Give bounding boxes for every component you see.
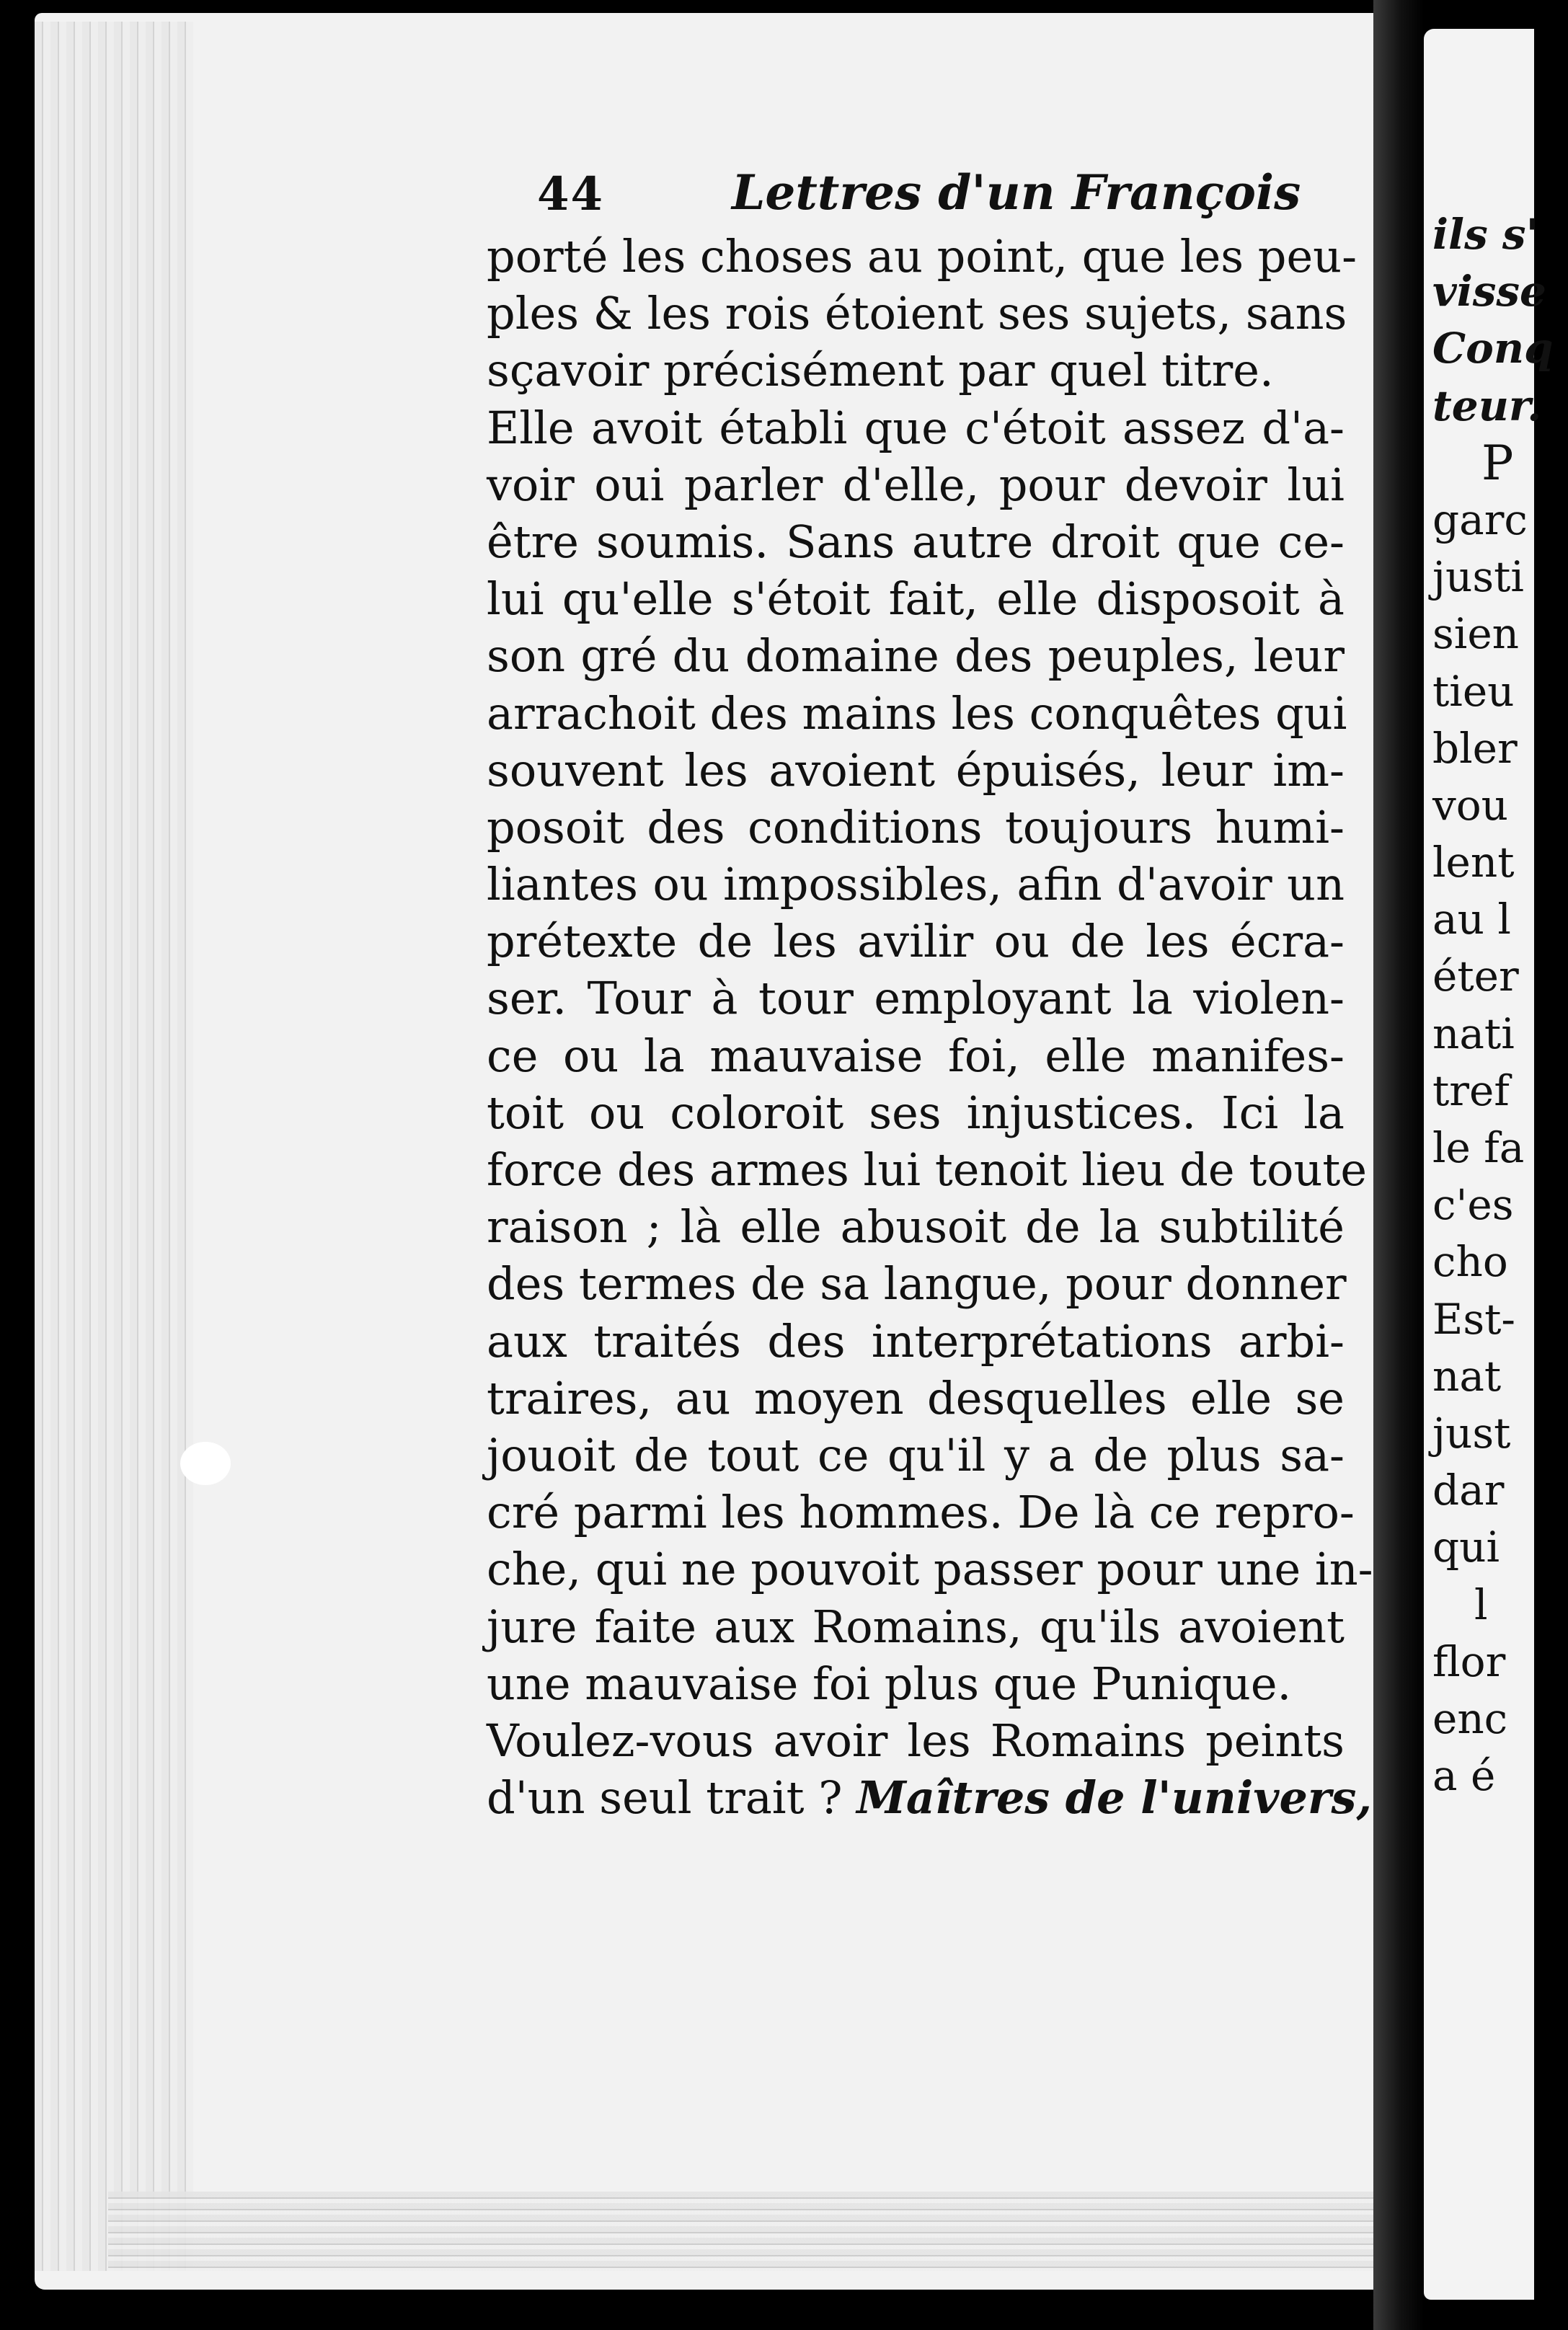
text-line-last (487, 1769, 1373, 1826)
facing-text-line: nat (1432, 1351, 1502, 1401)
facing-text-line: c'es (1432, 1180, 1514, 1230)
text-line: toit ou coloroit ses injustices. Ici la (487, 1086, 1345, 1139)
text-line: ser. Tour à tour employant la violen- (487, 972, 1345, 1025)
text-line: ce ou la mauvaise foi, elle manifes- (487, 1029, 1345, 1082)
facing-text-line: au l (1432, 895, 1511, 944)
facing-text-line: lent (1432, 838, 1515, 887)
text-line-italic: Maîtres de l'univers, (856, 1771, 1373, 1825)
text-line: raison ; là elle abusoit de la subtilité (487, 1200, 1345, 1254)
paper-speck (180, 1442, 231, 1485)
text-line: prétexte de les avilir ou de les écra- (487, 915, 1345, 968)
facing-text-line: visse (1432, 267, 1546, 316)
text-line: liantes ou impossibles, afin d'avoir un (487, 858, 1345, 911)
text-line: lui qu'elle s'étoit fait, elle disposoit à (487, 572, 1345, 626)
facing-text-line: Est- (1432, 1294, 1516, 1344)
facing-text-line: teur. (1432, 381, 1542, 430)
page-number: 44 (537, 167, 605, 221)
running-title: Lettres d'un François (732, 164, 1301, 221)
facing-text-line: enc (1432, 1693, 1508, 1743)
facing-text-line: nati (1432, 1009, 1515, 1058)
facing-text-line: tref (1432, 1066, 1510, 1115)
facing-page (1424, 29, 1554, 2300)
body-text (487, 228, 1388, 1826)
facing-text-line: tieu (1432, 666, 1515, 716)
facing-text-line: dar (1432, 1466, 1505, 1515)
facing-text-line: vou (1432, 780, 1509, 830)
facing-text-line: le fa (1432, 1123, 1525, 1172)
text-line: être soumis. Sans autre droit que ce- (487, 515, 1345, 568)
facing-text-line: a é (1432, 1751, 1496, 1801)
facing-text-line: éter (1432, 952, 1519, 1001)
facing-text-line: P (1481, 435, 1514, 491)
facing-text-line: Conq (1432, 324, 1554, 373)
facing-text-line: just (1432, 1408, 1511, 1458)
facing-text-line: garc (1432, 495, 1528, 544)
facing-page-text (1424, 206, 1568, 1804)
text-line: ples & les rois étoient ses sujets, sans (487, 287, 1347, 340)
facing-text-line: justi (1432, 552, 1524, 602)
text-line: Elle avoit établi que c'étoit assez d'a- (487, 401, 1345, 454)
text-line: son gré du domaine des peuples, leur (487, 629, 1345, 683)
text-line: Voulez-vous avoir les Romains peints (487, 1714, 1345, 1767)
facing-text-line: l (1474, 1580, 1488, 1629)
facing-text-line: bler (1432, 723, 1518, 773)
text-line: aux traités des interprétations arbi- (487, 1314, 1345, 1368)
page-edges-left (35, 22, 193, 2271)
left-page-text (487, 157, 1388, 1826)
page-edges-bottom (108, 2192, 1377, 2271)
text-line: des termes de sa langue, pour donner (487, 1257, 1347, 1311)
text-line: cré parmi les hommes. De là ce repro- (487, 1486, 1355, 1539)
running-head (487, 157, 1388, 228)
facing-text-line: cho (1432, 1237, 1508, 1287)
text-line: sçavoir précisément par quel titre. (487, 344, 1274, 397)
text-line-roman: d'un seul trait ? (487, 1771, 857, 1825)
text-line: jure faite aux Romains, qu'ils avoient (487, 1600, 1345, 1653)
text-line: che, qui ne pouvoit passer pour une in- (487, 1543, 1373, 1596)
text-line: jouoit de tout ce qu'il y a de plus sa- (487, 1428, 1345, 1481)
book-gutter (1373, 0, 1424, 2330)
facing-text-line: ils s' (1432, 210, 1539, 259)
text-line: porté les choses au point, que les peu- (487, 230, 1357, 283)
text-line: souvent les avoient épuisés, leur im- (487, 743, 1345, 797)
facing-text-line: qui (1432, 1523, 1500, 1572)
text-line: posoit des conditions toujours humi- (487, 800, 1345, 854)
text-line: force des armes lui tenoit lieu de toute (487, 1143, 1368, 1196)
text-line: une mauvaise foi plus que Punique. (487, 1657, 1292, 1710)
facing-text-line: flor (1432, 1636, 1506, 1686)
text-line: voir oui parler d'elle, pour devoir lui (487, 458, 1345, 511)
facing-text-line: sien (1432, 609, 1519, 659)
text-line: arrachoit des mains les conquêtes qui (487, 686, 1347, 740)
text-line: traires, au moyen desquelles elle se (487, 1371, 1345, 1425)
